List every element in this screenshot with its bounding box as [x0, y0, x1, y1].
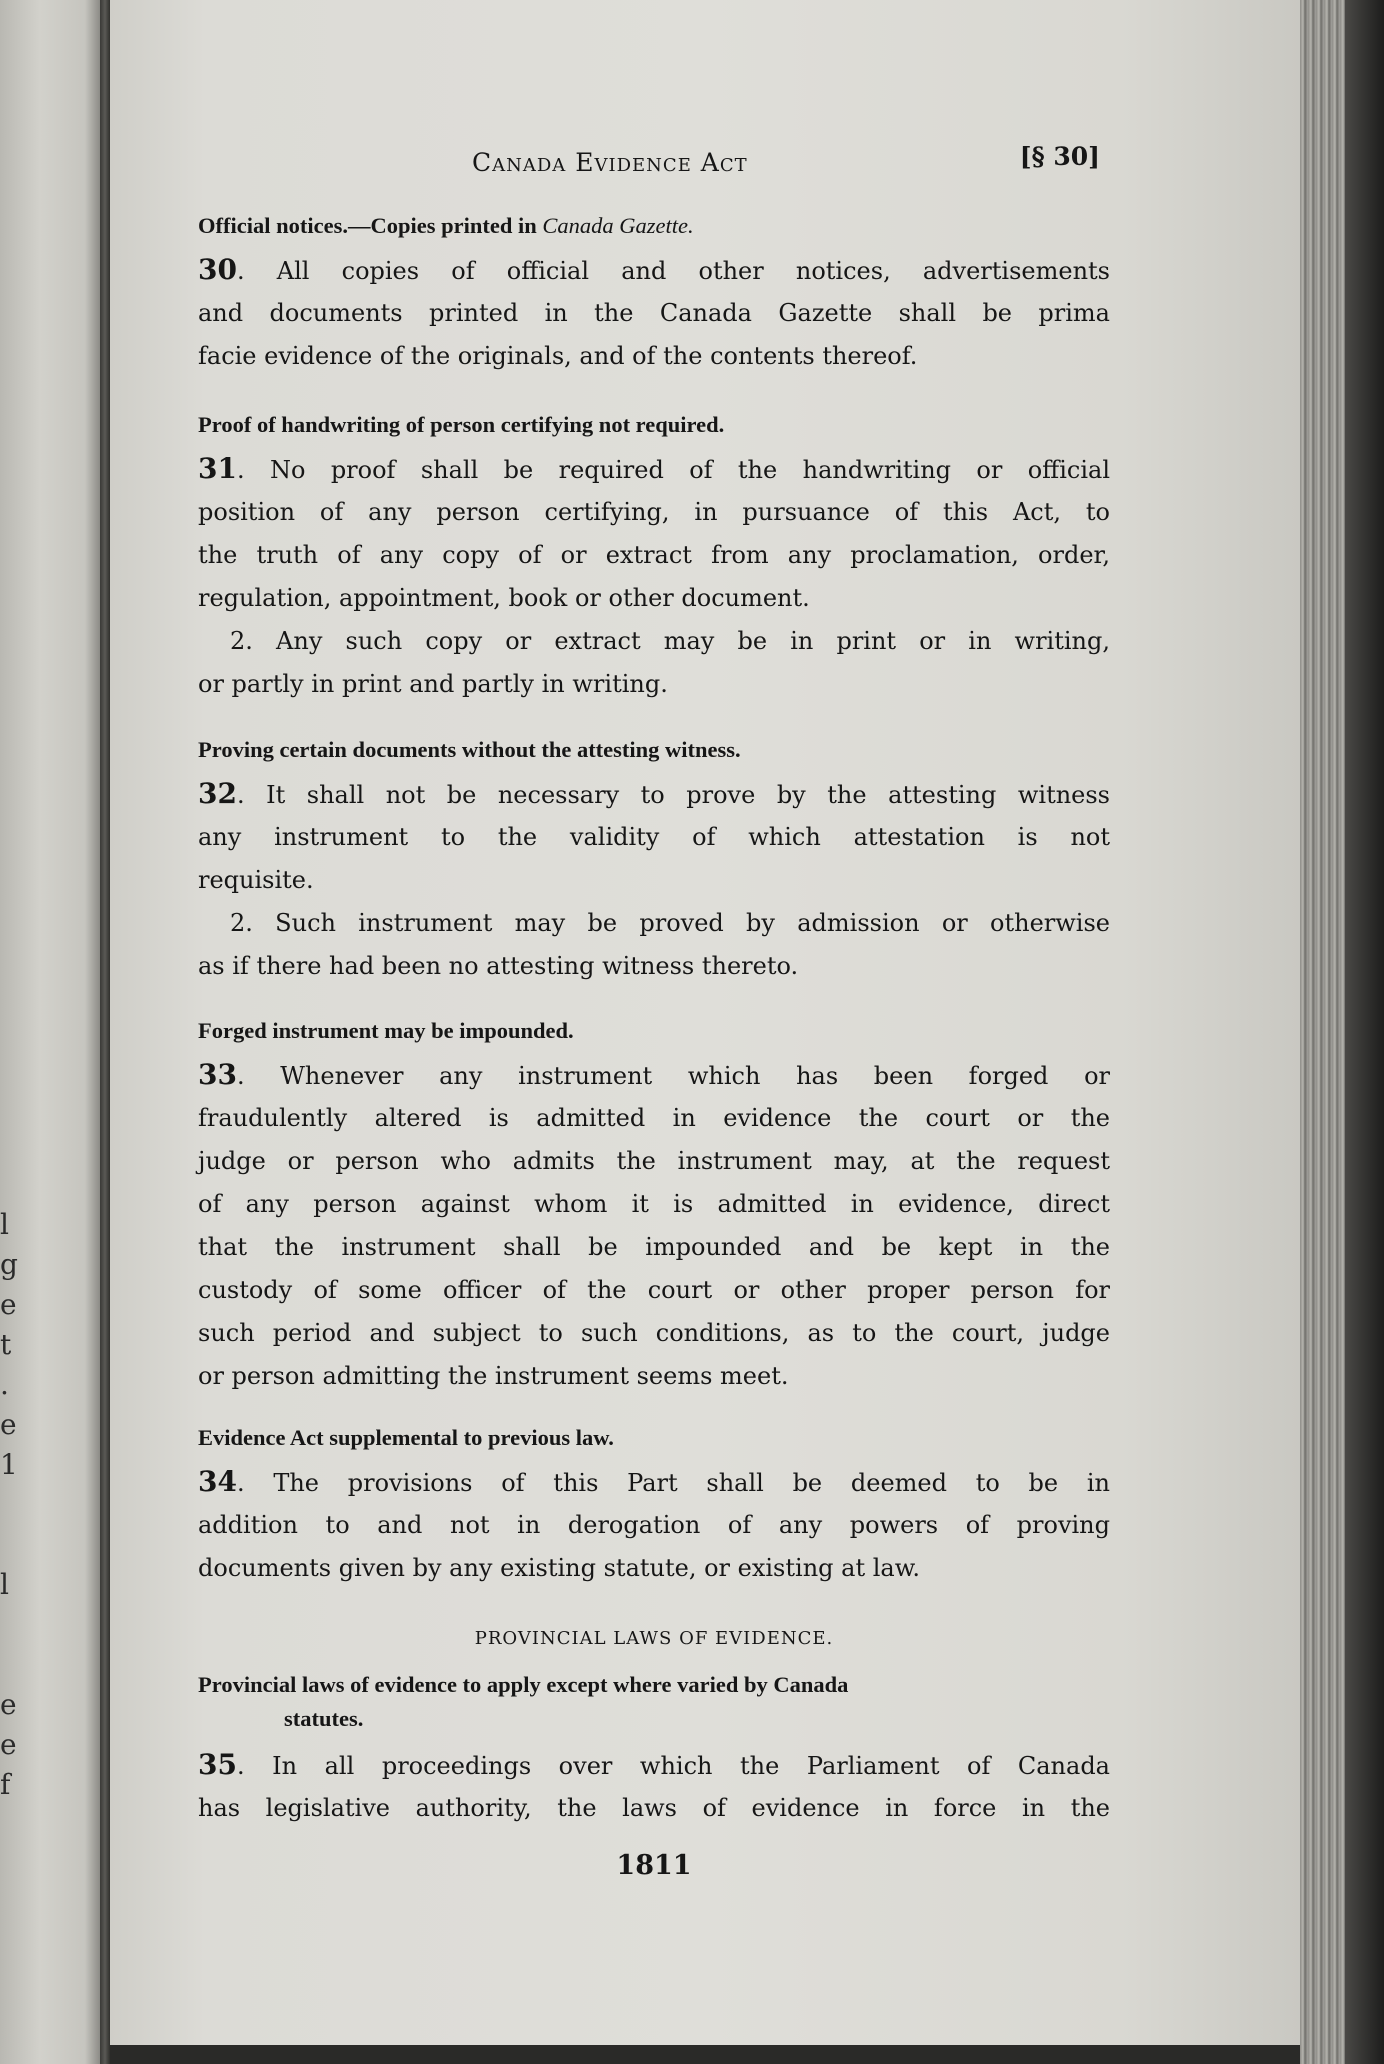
text-line: fraudulently altered is admitted in evidence the court or the: [198, 1104, 1110, 1132]
text-line: has legislative authority, the laws of evidence in force in the: [198, 1794, 1110, 1822]
text-line: 2. Any such copy or extract may be in print or in writing,: [230, 627, 1110, 655]
section-heading: Provincial laws of evidence to apply except where varied by Canada: [198, 1672, 849, 1697]
section-number: 35: [198, 1748, 237, 1781]
section-first-line: 31. No proof shall be required of the handwriting or official: [198, 452, 1110, 485]
text-line: the truth of any copy of or extract from any proclamation, order,: [198, 541, 1110, 569]
text-line: that the instrument shall be impounded and be kept in the: [198, 1233, 1110, 1261]
text-line: position of any person certifying, in pursuance of this Act, to: [198, 498, 1110, 526]
section-first-line: 30. All copies of official and other notices, advertisements: [198, 253, 1110, 286]
text-line: judge or person who admits the instrument may, at the request: [198, 1147, 1110, 1175]
text-line: such period and subject to such conditions, as to the court, judge: [198, 1319, 1110, 1347]
section-marker: [§ 30]: [1019, 142, 1100, 171]
text-line: any instrument to the validity of which attestation is not: [198, 823, 1110, 851]
section-number: 30: [198, 253, 237, 286]
section-first-line: 32. It shall not be necessary to prove by the attesting witness: [198, 777, 1110, 810]
text-line: facie evidence of the originals, and of the contents thereof.: [198, 342, 918, 370]
part-title: PROVINCIAL LAWS OF EVIDENCE.: [474, 1628, 834, 1649]
section-first-line: 34. The provisions of this Part shall be deemed to be in: [198, 1465, 1110, 1498]
section-heading: Proof of handwriting of person certifying not required.: [198, 412, 725, 437]
section-first-line: 33. Whenever any instrument which has been forged or: [198, 1058, 1110, 1091]
text-line: or partly in print and partly in writing.: [198, 670, 668, 698]
text-line: and documents printed in the Canada Gazette shall be prima: [198, 299, 1110, 327]
book-cover-edge: [1345, 0, 1384, 2064]
section-heading: Proving certain documents without the attesting witness.: [198, 737, 741, 762]
text-line: of any person against whom it is admitted in evidence, direct: [198, 1190, 1110, 1218]
text-line: regulation, appointment, book or other document.: [198, 584, 810, 612]
section-heading-continued: statutes.: [284, 1706, 364, 1731]
text-line: requisite.: [198, 866, 314, 894]
section-number: 34: [198, 1465, 237, 1498]
running-title: Canada Evidence Act: [472, 148, 748, 177]
running-header: [198, 142, 1110, 188]
section-first-line: 35. In all proceedings over which the Parliament of Canada: [198, 1748, 1110, 1781]
book-gutter: [100, 0, 110, 2064]
text-line: custody of some officer of the court or other proper person for: [198, 1276, 1110, 1304]
section-heading: Official notices.—Copies printed in Canada Gazette.: [198, 213, 694, 238]
section-heading: Evidence Act supplemental to previous law.: [198, 1425, 614, 1450]
section-number: 31: [198, 452, 237, 485]
text-line: or person admitting the instrument seems meet.: [198, 1362, 789, 1390]
section-heading: Forged instrument may be impounded.: [198, 1018, 574, 1043]
page-number: 1811: [616, 1850, 692, 1881]
section-number: 32: [198, 777, 237, 810]
text-line: addition to and not in derogation of any powers of proving: [198, 1511, 1110, 1539]
facing-page-edge: [0, 0, 100, 2064]
text-line: 2. Such instrument may be proved by admission or otherwise: [230, 909, 1110, 937]
facing-page-text-fragments: l g e t . e 1 l e e f: [0, 1208, 18, 1801]
text-line: documents given by any existing statute, or existing at law.: [198, 1554, 921, 1582]
text-line: as if there had been no attesting witness thereto.: [198, 952, 799, 980]
section-number: 33: [198, 1058, 237, 1091]
